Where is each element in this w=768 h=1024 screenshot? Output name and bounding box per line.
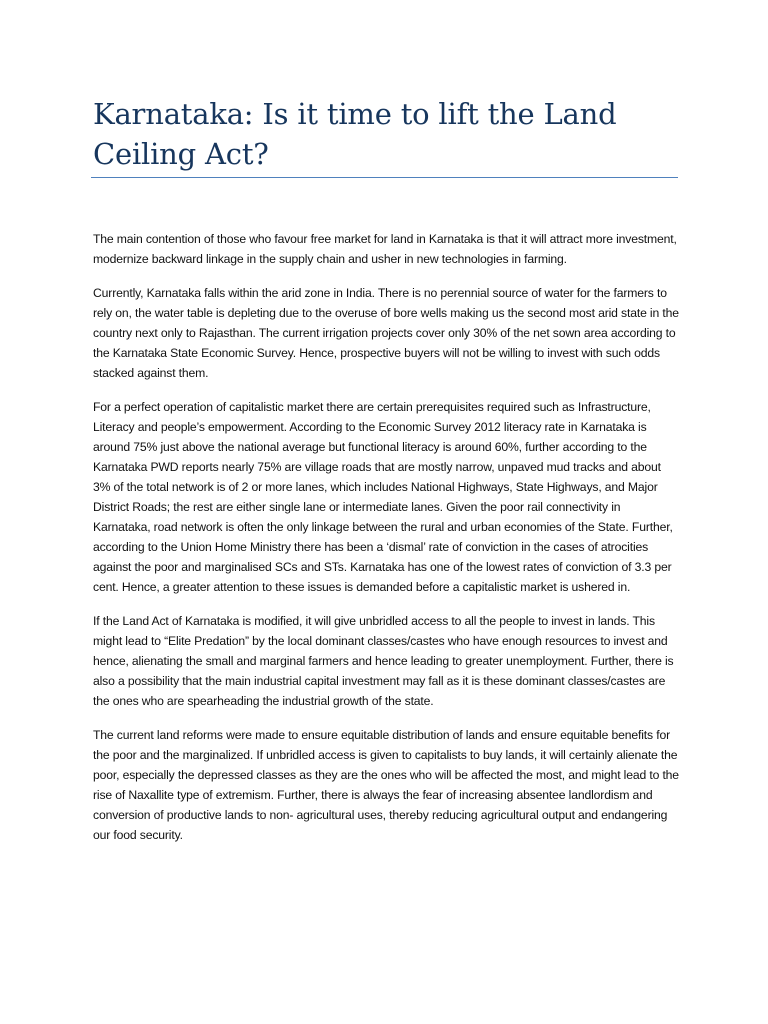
title-underline-rule [91, 177, 678, 178]
paragraph-current-land-reforms: The current land reforms were made to ensure equitable distribution of lands and ensure equitable benefits for the poor and the marginalized. If unbridled access is given to capitalists to buy lands, it will certainly alienate the poor, especially the depressed classes as they are the ones who will be affected the most, and might lead to the rise of Naxallite type of extremism. Further, there is always the fear of increasing absentee landlordism and conversion of productive lands to non- agricultural uses, thereby reducing agricultural output and endangering our food security. [93, 728, 679, 842]
document-body [93, 229, 680, 859]
paragraph-prerequisites: For a perfect operation of capitalistic market there are certain prerequisites required such as Infrastructure, Literacy and people’s empowerment. According to the Economic Survey 2012 literacy rate in Karnataka is around 75% just above the national average but functional literacy is around 60%, further according to the Karnataka PWD reports nearly 75% are village roads that are mostly narrow, unpaved mud tracks and about 3% of the total network is of 2 or more lanes, which includes National Highways, State Highways, and Major District Roads; the rest are either single lane or intermediate lanes. Given the poor rail connectivity in Karnataka, road network is often the only linkage between the rural and urban economies of the State. Further, according to the Union Home Ministry there has been a ‘dismal’ rate of conviction in the cases of atrocities against the poor and marginalised SCs and STs. Karnataka has one of the lowest rates of conviction of 3.3 per cent. Hence, a greater attention to these issues is demanded before a capitalistic market is ushered in. [93, 400, 673, 594]
paragraph-arid-zone: Currently, Karnataka falls within the arid zone in India. There is no perennial source of water for the farmers to rely on, the water table is depleting due to the overuse of bore wells making us the second most arid state in the country next only to Rajasthan. The current irrigation projects cover only 30% of the net sown area according to the Karnataka State Economic Survey. Hence, prospective buyers will not be willing to invest with such odds stacked against them. [93, 286, 679, 380]
document-title: Karnataka: Is it time to lift the Land Ceiling Act? [93, 97, 617, 171]
paragraph-free-market-contention: The main contention of those who favour free market for land in Karnataka is that it will attract more investment, modernize backward linkage in the supply chain and usher in new technologies in farming. [93, 232, 677, 266]
paragraph-land-act-modification: If the Land Act of Karnataka is modified, it will give unbridled access to all the people to invest in lands. This might lead to “Elite Predation” by the local dominant classes/castes who have enough resources to invest and hence, alienating the small and marginal farmers and hence leading to greater unemployment. Further, there is also a possibility that the main industrial capital investment may fall as it is these dominant classes/castes are the ones who are spearheading the industrial growth of the state. [93, 614, 674, 708]
